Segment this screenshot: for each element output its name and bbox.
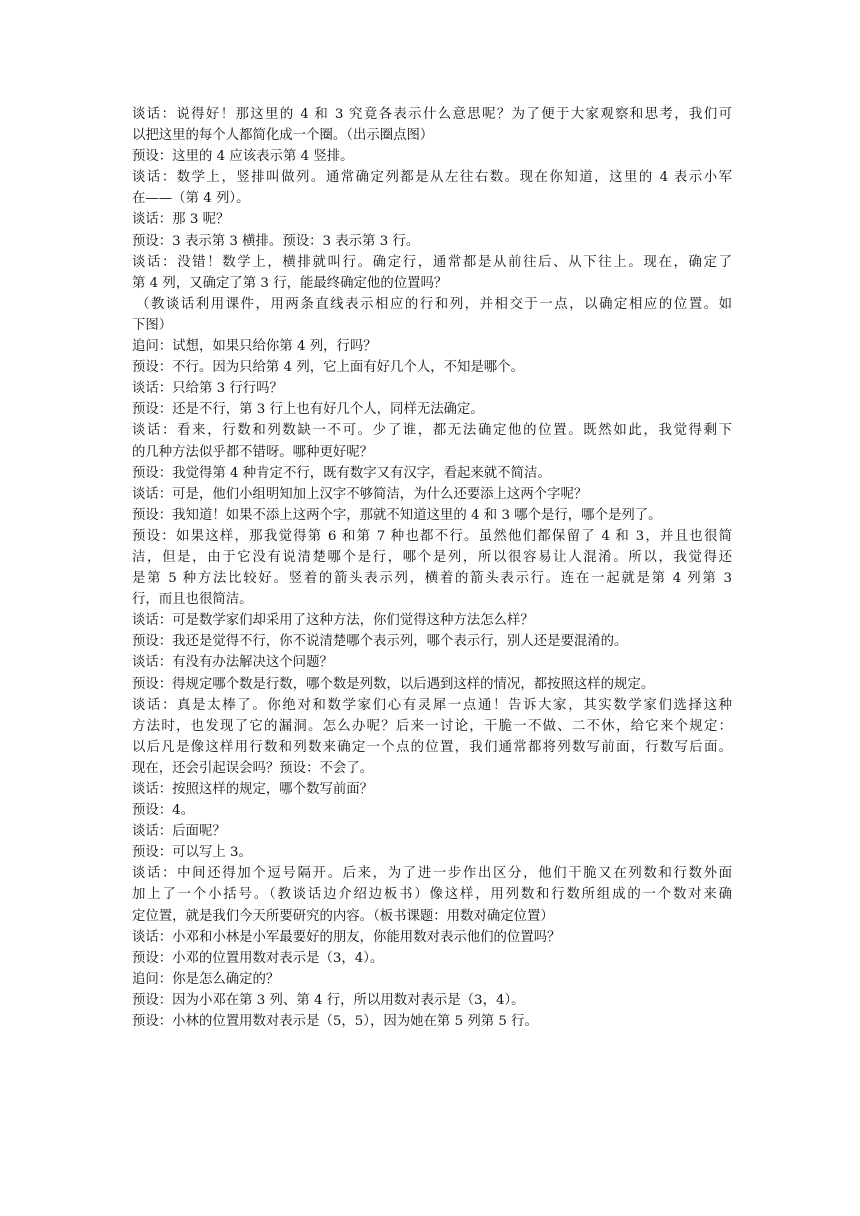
text-line: 预设：得规定哪个数是行数，哪个数是列数，以后遇到这样的情况，都按照这样的规定。: [132, 676, 655, 692]
text-line: 在——（第 4 列）。: [132, 191, 250, 207]
text-line: 谈话：小邓和小林是小军最要好的朋友，你能用数对表示他们的位置吗？: [132, 929, 561, 945]
text-line: 谈话：那 3 呢？: [132, 212, 230, 228]
text-line: 追问：试想，如果只给你第 4 列，行吗？: [132, 339, 377, 355]
text-line: 谈话：有没有办法解决这个问题？: [132, 655, 333, 671]
text-line: 谈话：说得好！那这里的 4 和 3 究竟各表示什么意思呢？为了便于大家观察和思考，我们可: [132, 107, 732, 122]
text-line: 预设：小林的位置用数对表示是（5，5），因为她在第 5 列第 5 行。: [132, 1014, 538, 1030]
text-line: 预设：小邓的位置用数对表示是（3，4）。: [132, 950, 384, 966]
text-line: 谈话：看来，行数和列数缺一不可。少了谁，都无法确定他的位置。既然如此，我觉得剩下: [132, 423, 732, 439]
text-line: 预设：不行。因为只给第 4 列，它上面有好几个人，不知是哪个。: [132, 360, 524, 376]
text-line: 谈话：可是，他们小组明知加上汉字不够简洁，为什么还要添上这两个字呢？: [132, 486, 588, 502]
text-line: 预设：还是不行，第 3 行上也有好几个人，同样无法确定。: [132, 402, 484, 418]
text-line: 加上了一个小括号。（教谈话边介绍边板书）像这样，用列数和行数所组成的一个数对来确: [132, 887, 732, 903]
document-body: [132, 104, 732, 1032]
text-line: （教谈话利用课件，用两条直线表示相应的行和列，并相交于一点，以确定相应的位置。如: [136, 296, 732, 312]
text-line: 预设：这里的 4 应该表示第 4 竖排。: [132, 149, 354, 165]
text-line: 谈话：数学上，竖排叫做列。通常确定列都是从左往右数。现在你知道，这里的 4 表示小军: [132, 170, 732, 186]
text-line: 现在，还会引起误会吗？预设：不会了。: [132, 760, 374, 776]
text-line: 谈话：真是太棒了。你绝对和数学家们心有灵犀一点通！告诉大家，其实数学家们选择这种: [132, 697, 732, 713]
text-line: 是第 5 种方法比较好。竖着的箭头表示列，横着的箭头表示行。连在一起就是第 4 列第 3: [132, 571, 732, 587]
text-line: 预设：如果这样，那我觉得第 6 和第 7 种也都不行。虽然他们都保留了 4 和 3，并且也很简: [132, 528, 732, 544]
text-line: 谈话：后面呢？: [132, 824, 226, 840]
text-line: 追问：你是怎么确定的？: [132, 971, 280, 987]
text-line: 谈话：中间还得加个逗号隔开。后来，为了进一步作出区分，他们干脆又在列数和行数外面: [132, 866, 732, 882]
text-line: 谈话：可是数学家们却采用了这种方法，你们觉得这种方法怎么样？: [132, 613, 534, 629]
text-line: 谈话：只给第 3 行行吗？: [132, 381, 283, 397]
text-line: 定位置，就是我们今天所要研究的内容。（板书课题：用数对确定位置）: [132, 908, 554, 924]
text-line: 以后凡是像这样用行数和列数来确定一个点的位置，我们通常都将列数写前面，行数写后面。: [132, 739, 732, 755]
text-line: 预设：3 表示第 3 横排。预设：3 表示第 3 行。: [132, 233, 420, 249]
text-line: 谈话：没错！数学上，横排就叫行。确定行，通常都是从前往后、从下往上。现在，确定了: [132, 254, 732, 270]
text-line: 预设：我知道！如果不添上这两个字，那就不知道这里的 4 和 3 哪个是行，哪个是列了。: [132, 507, 662, 523]
text-line: 下图）: [132, 317, 173, 333]
text-line: 预设：因为小邓在第 3 列、第 4 行，所以用数对表示是（3，4）。: [132, 992, 525, 1008]
text-line: 预设：我还是觉得不行，你不说清楚哪个表示列，哪个表示行，别人还是要混淆的。: [132, 634, 628, 650]
text-line: 以把这里的每个人都简化成一个圈。（出示圈点图）: [132, 128, 434, 144]
text-line: 预设：可以写上 3。: [132, 845, 252, 861]
text-line: 的几种方法似乎都不错呀。哪种更好呢？: [132, 444, 374, 460]
text-line: 预设：我觉得第 4 种肯定不行，既有数字又有汉字，看起来就不简洁。: [132, 465, 551, 481]
text-line: 行，而且也很简洁。: [132, 592, 253, 608]
text-line: 第 4 列，又确定了第 3 行，能最终确定他的位置吗？: [132, 275, 448, 291]
text-line: 方法时，也发现了它的漏洞。怎么办呢？后来一讨论，干脆一不做、二不休，给它来个规定：: [132, 718, 732, 734]
text-line: 预设：4。: [132, 803, 195, 819]
text-line: 谈话：按照这样的规定，哪个数写前面？: [132, 782, 374, 797]
text-line: 洁，但是，由于它没有说清楚哪个是行，哪个是列，所以很容易让人混淆。所以，我觉得还: [132, 549, 732, 565]
